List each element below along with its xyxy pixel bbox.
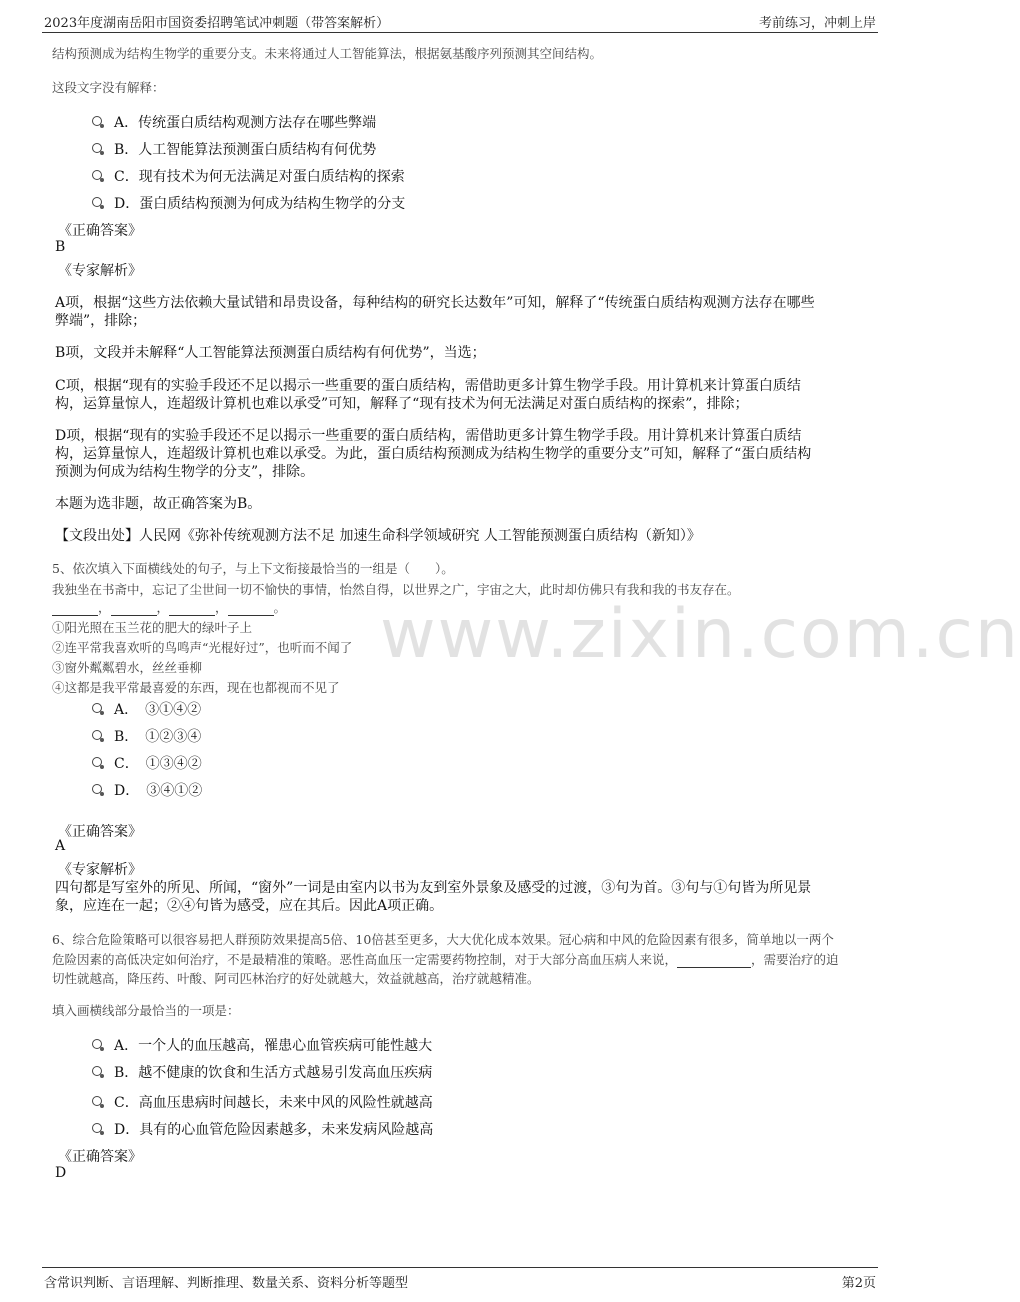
radio-icon[interactable] [92,197,102,207]
radio-icon[interactable] [92,1096,102,1106]
analysis-line: 构，运算量惊人，连超级计算机也难以承受。为此，蛋白质结构预测成为结构生物学的重要分支”可知，解释了“蛋白质结构 [55,446,812,462]
q4-intro: 结构预测成为结构生物学的重要分支。未来将通过人工智能算法，根据氨基酸序列预测其空间结构。 [52,46,603,61]
page-header [42,10,878,33]
option-text: A．传统蛋白质结构观测方法存在哪些弊端 [114,115,377,131]
analysis-line: C项，根据“现有的实验手段还不足以揭示一些重要的蛋白质结构，需借助更多计算生物学手段。用计算机来计算蛋白质结 [55,378,801,394]
option-text: C．现有技术为何无法满足对蛋白质结构的探索 [114,169,405,185]
q5-blanks: ， ， ， 。 [52,598,286,616]
q5-sentence: ③窗外粼粼碧水，丝丝垂柳 [52,660,203,675]
radio-icon[interactable] [92,1123,102,1133]
radio-icon[interactable] [92,730,102,740]
radio-icon[interactable] [92,757,102,767]
radio-icon[interactable] [92,703,102,713]
q4-prompt: 这段文字没有解释： [52,80,165,95]
option-text: B． ①②③④ [114,729,202,745]
radio-icon[interactable] [92,784,102,794]
analysis-line: 四句都是写室外的所见、所闻，“窗外”一词是由室内以书为友到室外景象及感受的过渡，③句为首。③句与①句皆为所见景 [55,880,812,896]
analysis-line: D项，根据“现有的实验手段还不足以揭示一些重要的蛋白质结构，需借助更多计算生物学手段。用计算机来计算蛋白质结 [55,428,802,444]
blank-line [111,600,157,616]
q4-analysis-label: 《专家解析》 [58,263,142,279]
analysis-line: 本题为选非题，故正确答案为B。 [55,496,262,512]
analysis-line: 弊端”，排除； [55,313,147,329]
header-slogan: 考前练习，冲刺上岸 [758,16,876,31]
blank-line [228,600,274,616]
option-text: C． ①③④② [114,756,202,772]
q5-stem: 5、依次填入下面横线处的句子，与上下文衔接最恰当的一组是（ ）。 [52,561,454,576]
q5-analysis-label: 《专家解析》 [58,862,142,878]
footer-topics: 含常识判断、言语理解、判断推理、数量关系、资料分析等题型 [44,1276,409,1291]
page-footer [42,1267,878,1290]
option-text: D．蛋白质结构预测为何成为结构生物学的分支 [114,196,406,212]
option-text: A．一个人的血压越高，罹患心血管疾病可能性越大 [114,1038,433,1054]
analysis-line: 象，应连在一起；②④句皆为感受，应在其后。因此A项正确。 [55,898,444,914]
q6-stem-line: 危险因素的高低决定如何治疗，不是最精准的策略。恶性高血压一定需要药物控制，对于大部分高血压病人来说， ，需要治疗的迫 [52,952,839,967]
q6-answer: D [55,1165,67,1181]
q4-answer: B [55,239,66,255]
option-text: C．高血压患病时间越长，未来中风的风险性就越高 [114,1095,433,1111]
q6-prompt: 填入画横线部分最恰当的一项是： [52,1003,240,1018]
q6-stem-line: 切性就越高，降压药、叶酸、阿司匹林治疗的好处就越大，效益就越高，治疗就越精准。 [52,971,540,986]
radio-icon[interactable] [92,143,102,153]
q5-passage: 我独坐在书斋中，忘记了尘世间一切不愉快的事情，怡然自得，以世界之广，宇宙之大，此时却仿佛只有我和我的书友存在。 [52,582,740,597]
option-text: B．越不健康的饮食和生活方式越易引发高血压疾病 [114,1065,433,1081]
blank-line [52,600,98,616]
option-text: A． ③①④② [114,702,202,718]
analysis-line: A项，根据“这些方法依赖大量试错和昂贵设备，每种结构的研究长达数年”可知，解释了“传统蛋白质结构观测方法存在哪些 [55,295,815,311]
radio-icon[interactable] [92,116,102,126]
source-citation: 【文段出处】人民网《弥补传统观测方法不足 加速生命科学领域研究 人工智能预测蛋白质结构（新知）》 [55,528,701,544]
q6-stem-line: 6、综合危险策略可以很容易把人群预防效果提高5倍、10倍甚至更多，大大优化成本效果。冠心病和中风的危险因素有很多，简单地以一两个 [52,932,834,947]
q6-answer-label: 《正确答案》 [58,1149,142,1165]
option-text: D． ③④①② [114,783,203,799]
page-number: 第2页 [841,1276,876,1291]
q5-answer: A [55,838,66,854]
q5-answer-label: 《正确答案》 [58,824,142,840]
blank-line [169,600,215,616]
q5-sentence: ①阳光照在玉兰花的肥大的绿叶子上 [52,620,253,635]
analysis-line: B项，文段并未解释“人工智能算法预测蛋白质结构有何优势”，当选； [55,345,486,361]
radio-icon[interactable] [92,1066,102,1076]
q4-answer-label: 《正确答案》 [58,223,142,239]
watermark: www.zixin.com.cn [380,595,1020,674]
analysis-line: 预测为何成为结构生物学的分支”，排除。 [55,464,315,480]
option-text: B．人工智能算法预测蛋白质结构有何优势 [114,142,377,158]
analysis-line: 构，运算量惊人，连超级计算机也难以承受”可知，解释了“现有技术为何无法满足对蛋白质结构的探索”，排除； [55,396,749,412]
radio-icon[interactable] [92,170,102,180]
blank-line [677,952,751,968]
radio-icon[interactable] [92,1039,102,1049]
document-title: 2023年度湖南岳阳市国资委招聘笔试冲刺题（带答案解析） [44,16,390,31]
option-text: D．具有的心血管危险因素越多，未来发病风险越高 [114,1122,434,1138]
q5-sentence: ④这都是我平常最喜爱的东西，现在也都视而不见了 [52,680,340,695]
q5-sentence: ②连平常我喜欢听的鸟鸣声“光棍好过”，也听而不闻了 [52,640,353,655]
